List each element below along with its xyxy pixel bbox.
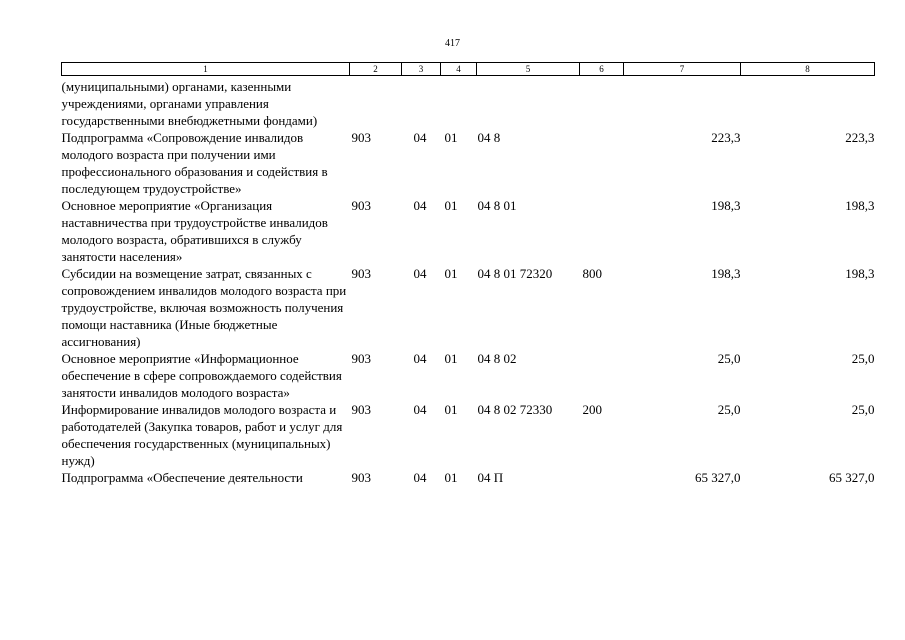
amount-cell: 65 327,0 (829, 470, 875, 485)
admin-code-cell: 903 (351, 198, 371, 213)
subsection-cell: 01 (444, 402, 458, 417)
column-header: 4 (441, 63, 477, 76)
row-name-cell: Подпрограмма «Сопровождение инвалидов молодого возраста при получении ими профессионального образования и содействия в последующем трудоустройстве» (61, 130, 328, 196)
article-cell: 04 8 02 72330 (477, 402, 553, 417)
expense-type-cell (580, 197, 624, 265)
admin-code-cell: 903 (351, 470, 371, 485)
subsection-cell: 01 (444, 470, 458, 485)
amount-cell: 25,0 (717, 351, 741, 366)
amount-cell: 198,3 (845, 198, 875, 213)
amount-cell: 25,0 (851, 351, 875, 366)
amount-cell (741, 76, 875, 130)
article-cell: 04 8 02 (477, 351, 517, 366)
row-name-cell: Информирование инвалидов молодого возраста и работодателей (Закупка товаров, работ и услуг для обеспечения государственных (муниципальных) нужд) (61, 402, 343, 468)
expense-type-cell: 200 (582, 402, 602, 417)
page-number: 417 (445, 38, 460, 49)
row-name-cell: Подпрограмма «Обеспечение деятельности (61, 470, 303, 485)
table-row (62, 129, 875, 197)
article-cell: 04 8 01 (477, 198, 517, 213)
article-cell: 04 8 01 72320 (477, 266, 553, 281)
subsection-cell (441, 76, 477, 130)
amount-cell: 25,0 (717, 402, 741, 417)
table-row (62, 401, 875, 469)
row-name-cell: Основное мероприятие «Информационное обеспечение в сфере сопровождаемого содействия занятости инвалидов молодого возраста» (61, 351, 342, 400)
admin-code-cell: 903 (351, 266, 371, 281)
table-row (62, 76, 875, 130)
section-cell: 04 (413, 470, 427, 485)
column-header: 7 (624, 63, 741, 76)
table-row (62, 469, 875, 486)
article-cell (477, 76, 580, 130)
table-body (62, 76, 875, 487)
subsection-cell: 01 (444, 266, 458, 281)
row-name-cell: Основное мероприятие «Организация наставничества при трудоустройстве инвалидов молодого возраста, обратившихся в службу занятости населения» (61, 198, 328, 264)
amount-cell: 198,3 (711, 198, 741, 213)
row-name-cell: (муниципальными) органами, казенными учреждениями, органами управления государственными внебюджетными фондами) (61, 79, 318, 128)
row-name-cell: Субсидии на возмещение затрат, связанных с сопровождением инвалидов молодого возраста при трудоустройстве, включая возможность получения помощи наставника (Иные бюджетные ассигнования) (61, 266, 347, 349)
section-cell: 04 (413, 266, 427, 281)
admin-code-cell: 903 (351, 402, 371, 417)
amount-cell: 65 327,0 (695, 470, 741, 485)
header-row (62, 63, 875, 76)
expense-type-cell: 800 (582, 266, 602, 281)
expense-type-cell (580, 76, 624, 130)
admin-code-cell: 903 (351, 351, 371, 366)
admin-code-cell: 903 (351, 130, 371, 145)
column-header: 6 (580, 63, 624, 76)
column-header: 5 (477, 63, 580, 76)
table-row (62, 350, 875, 401)
table-row (62, 265, 875, 350)
column-header: 8 (741, 63, 875, 76)
amount-cell: 198,3 (845, 266, 875, 281)
section-cell (402, 76, 441, 130)
amount-cell: 198,3 (711, 266, 741, 281)
budget-table (61, 62, 875, 486)
table-row (62, 197, 875, 265)
subsection-cell: 01 (444, 351, 458, 366)
table-header (62, 63, 875, 76)
expense-type-cell (580, 350, 624, 401)
amount-cell: 25,0 (851, 402, 875, 417)
expense-type-cell (580, 129, 624, 197)
section-cell: 04 (413, 198, 427, 213)
amount-cell (624, 76, 741, 130)
subsection-cell: 01 (444, 130, 458, 145)
section-cell: 04 (413, 402, 427, 417)
subsection-cell: 01 (444, 198, 458, 213)
article-cell: 04 8 (477, 130, 501, 145)
section-cell: 04 (413, 130, 427, 145)
column-header: 2 (350, 63, 402, 76)
section-cell: 04 (413, 351, 427, 366)
column-header: 1 (62, 63, 350, 76)
expense-type-cell (580, 469, 624, 486)
admin-code-cell (350, 76, 402, 130)
amount-cell: 223,3 (845, 130, 875, 145)
amount-cell: 223,3 (711, 130, 741, 145)
column-header: 3 (402, 63, 441, 76)
article-cell: 04 П (477, 470, 504, 485)
